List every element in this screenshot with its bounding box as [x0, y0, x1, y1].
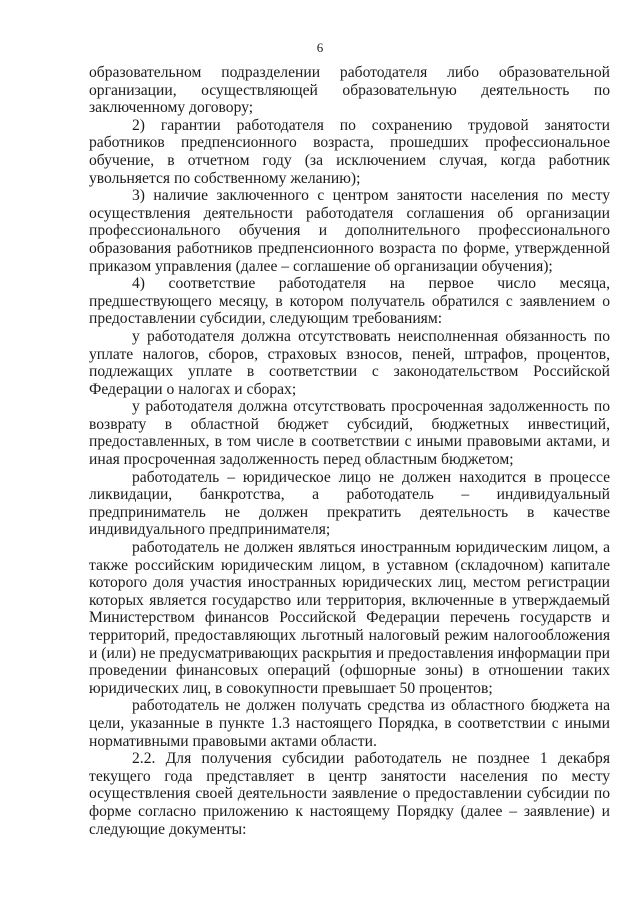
paragraph-requirement-foreign: работодатель не должен являться иностранным юридическим лицом, а также российским юридическим лицом, в уставном (складочном) капитале которого доля участия иностранных юридических лиц, местом регистрации которых является государство или территория, включенные в утверждаемый Министерством финансов Российской Федерации перечень государств и территорий, предоставляющих льготный налоговый режим налогообложения и (или) не предусматривающих раскрытия и предоставления информации при проведении финансовых операций (офшорные зоны) в отношении таких юридических лиц, в совокупности превышает 50 процентов;: [89, 539, 610, 697]
paragraph-requirement-liquidation: работодатель – юридическое лицо не должен находится в процессе ликвидации, банкротства, а работодатель – индивидуальный предприниматель не должен прекратить деятельность в качестве индивидуального предпринимателя;: [89, 468, 610, 539]
paragraph-requirement-debt: у работодателя должна отсутствовать просроченная задолженность по возврату в областной бюджет субсидий, бюджетных инвестиций, предоставленных, в том числе в соответствии с иными правовыми актами, и иная просроченная задолженность перед областным бюджетом;: [89, 398, 610, 469]
paragraph-requirement-funds: работодатель не должен получать средства из областного бюджета на цели, указанные в пункте 1.3 настоящего Порядка, в соответствии с иными нормативными правовыми актами области.: [89, 697, 610, 750]
paragraph-item-2: 2) гарантии работодателя по сохранению трудовой занятости работников предпенсионного возраста, прошедших профессиональное обучение, в отчетном году (за исключением случая, когда работник увольняется по собственному желанию);: [89, 116, 610, 187]
page-number: 6: [316, 40, 324, 55]
paragraph-requirement-taxes: у работодателя должна отсутствовать неисполненная обязанность по уплате налогов, сборов, страховых взносов, пеней, штрафов, процентов, подлежащих уплате в соответствии с законодательством Российской Федерации о налогах и сборах;: [89, 327, 610, 398]
document-body: [89, 64, 610, 838]
paragraph-continuation: образовательном подразделении работодателя либо образовательной организации, осуществляющей образовательную деятельность по заключенному договору;: [89, 64, 610, 117]
paragraph-item-3: 3) наличие заключенного с центром занятости населения по месту осуществления деятельности работодателя соглашения об организации профессионального обучения и дополнительного профессионального образования работников предпенсионного возраста по форме, утвержденной приказом управления (далее – соглашение об организации обучения);: [89, 187, 610, 275]
paragraph-item-4: 4) соответствие работодателя на первое число месяца, предшествующего месяцу, в котором получатель обратился с заявлением о предоставлении субсидии, следующим требованиям:: [89, 275, 610, 328]
paragraph-section-2-2: 2.2. Для получения субсидии работодатель не позднее 1 декабря текущего года представляет в центр занятости населения по месту осуществления своей деятельности заявление о предоставлении субсидии по форме согласно приложению к настоящему Порядку (далее – заявление) и следующие документы:: [89, 750, 610, 838]
